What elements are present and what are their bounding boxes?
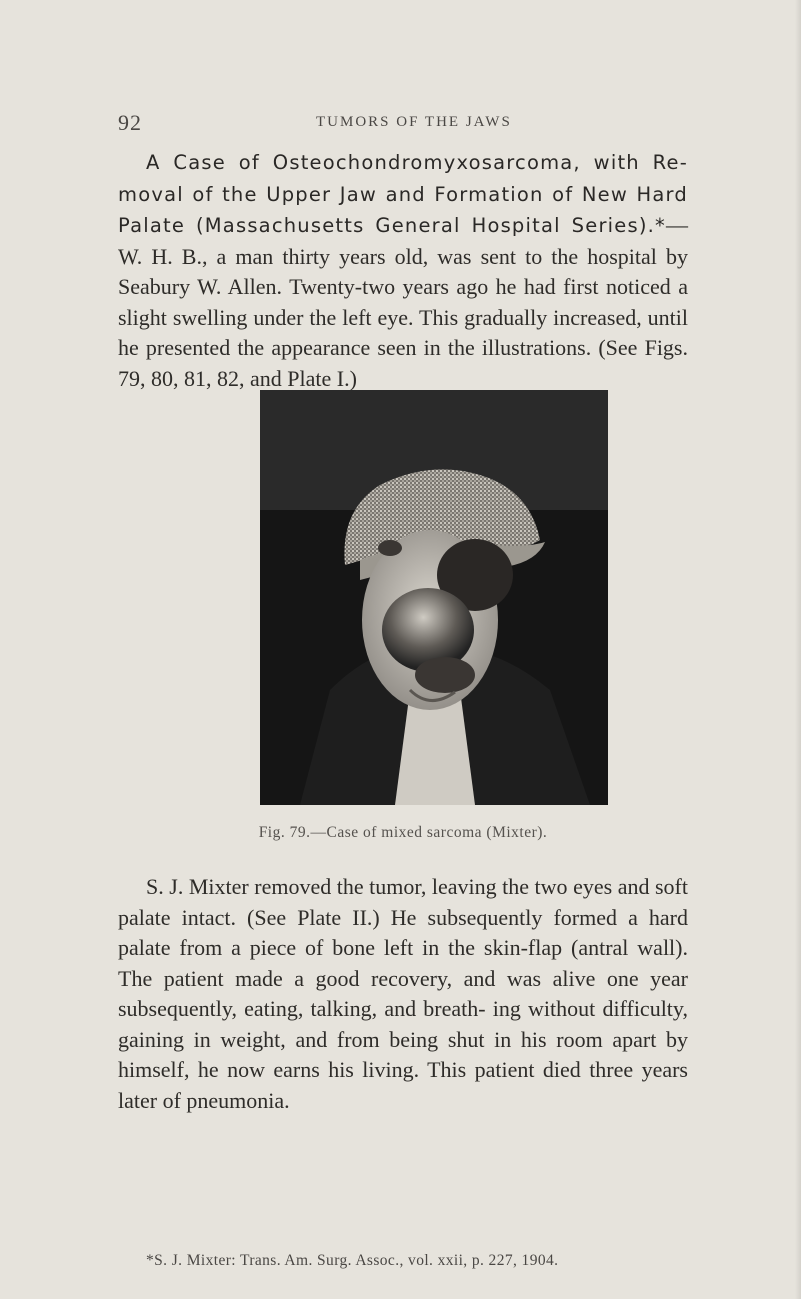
paragraph-case-intro	[118, 147, 688, 394]
running-head: TUMORS OF THE JAWS	[316, 114, 512, 130]
case-title: A Case of Osteochondromyxosarcoma, with Re- moval of the Upper Jaw and Formation of New Hard Palate (Massachusetts General Hospital Series).*	[118, 151, 688, 237]
figure-caption: Fig. 79.—Case of mixed sarcoma (Mixter).	[258, 824, 548, 841]
page-edge-shadow	[795, 0, 801, 1299]
figure-79-photograph	[260, 390, 608, 805]
paragraph-treatment: S. J. Mixter removed the tumor, leaving the two eyes and soft palate intact. (See Plate II.) He subsequently formed a hard palate from a piece of bone left in the skin-flap (antral wall). The patient made a good recovery, and was alive one year subsequently, eating, talking, and breath- ing without difficulty, gaining in weight, and from being shut in his room apart by himself, he now earns his living. This patient died three years later of pneumonia.	[118, 874, 688, 1113]
case-intro-body: — W. H. B., a man thirty years old, was sent to the hospital by Seabury W. Allen. Twenty-two years ago he had first noticed a slight swelling under the left eye. This gradually increased, until he presented the appearance seen in the illustrations. (See Figs. 79, 80, 81, 82, and Plate I.)	[118, 212, 688, 391]
patient-photograph	[260, 390, 608, 805]
page-header	[118, 110, 688, 140]
footnote: *S. J. Mixter: Trans. Am. Surg. Assoc., vol. xxii, p. 227, 1904.	[146, 1252, 559, 1269]
page-number: 92	[118, 110, 142, 135]
